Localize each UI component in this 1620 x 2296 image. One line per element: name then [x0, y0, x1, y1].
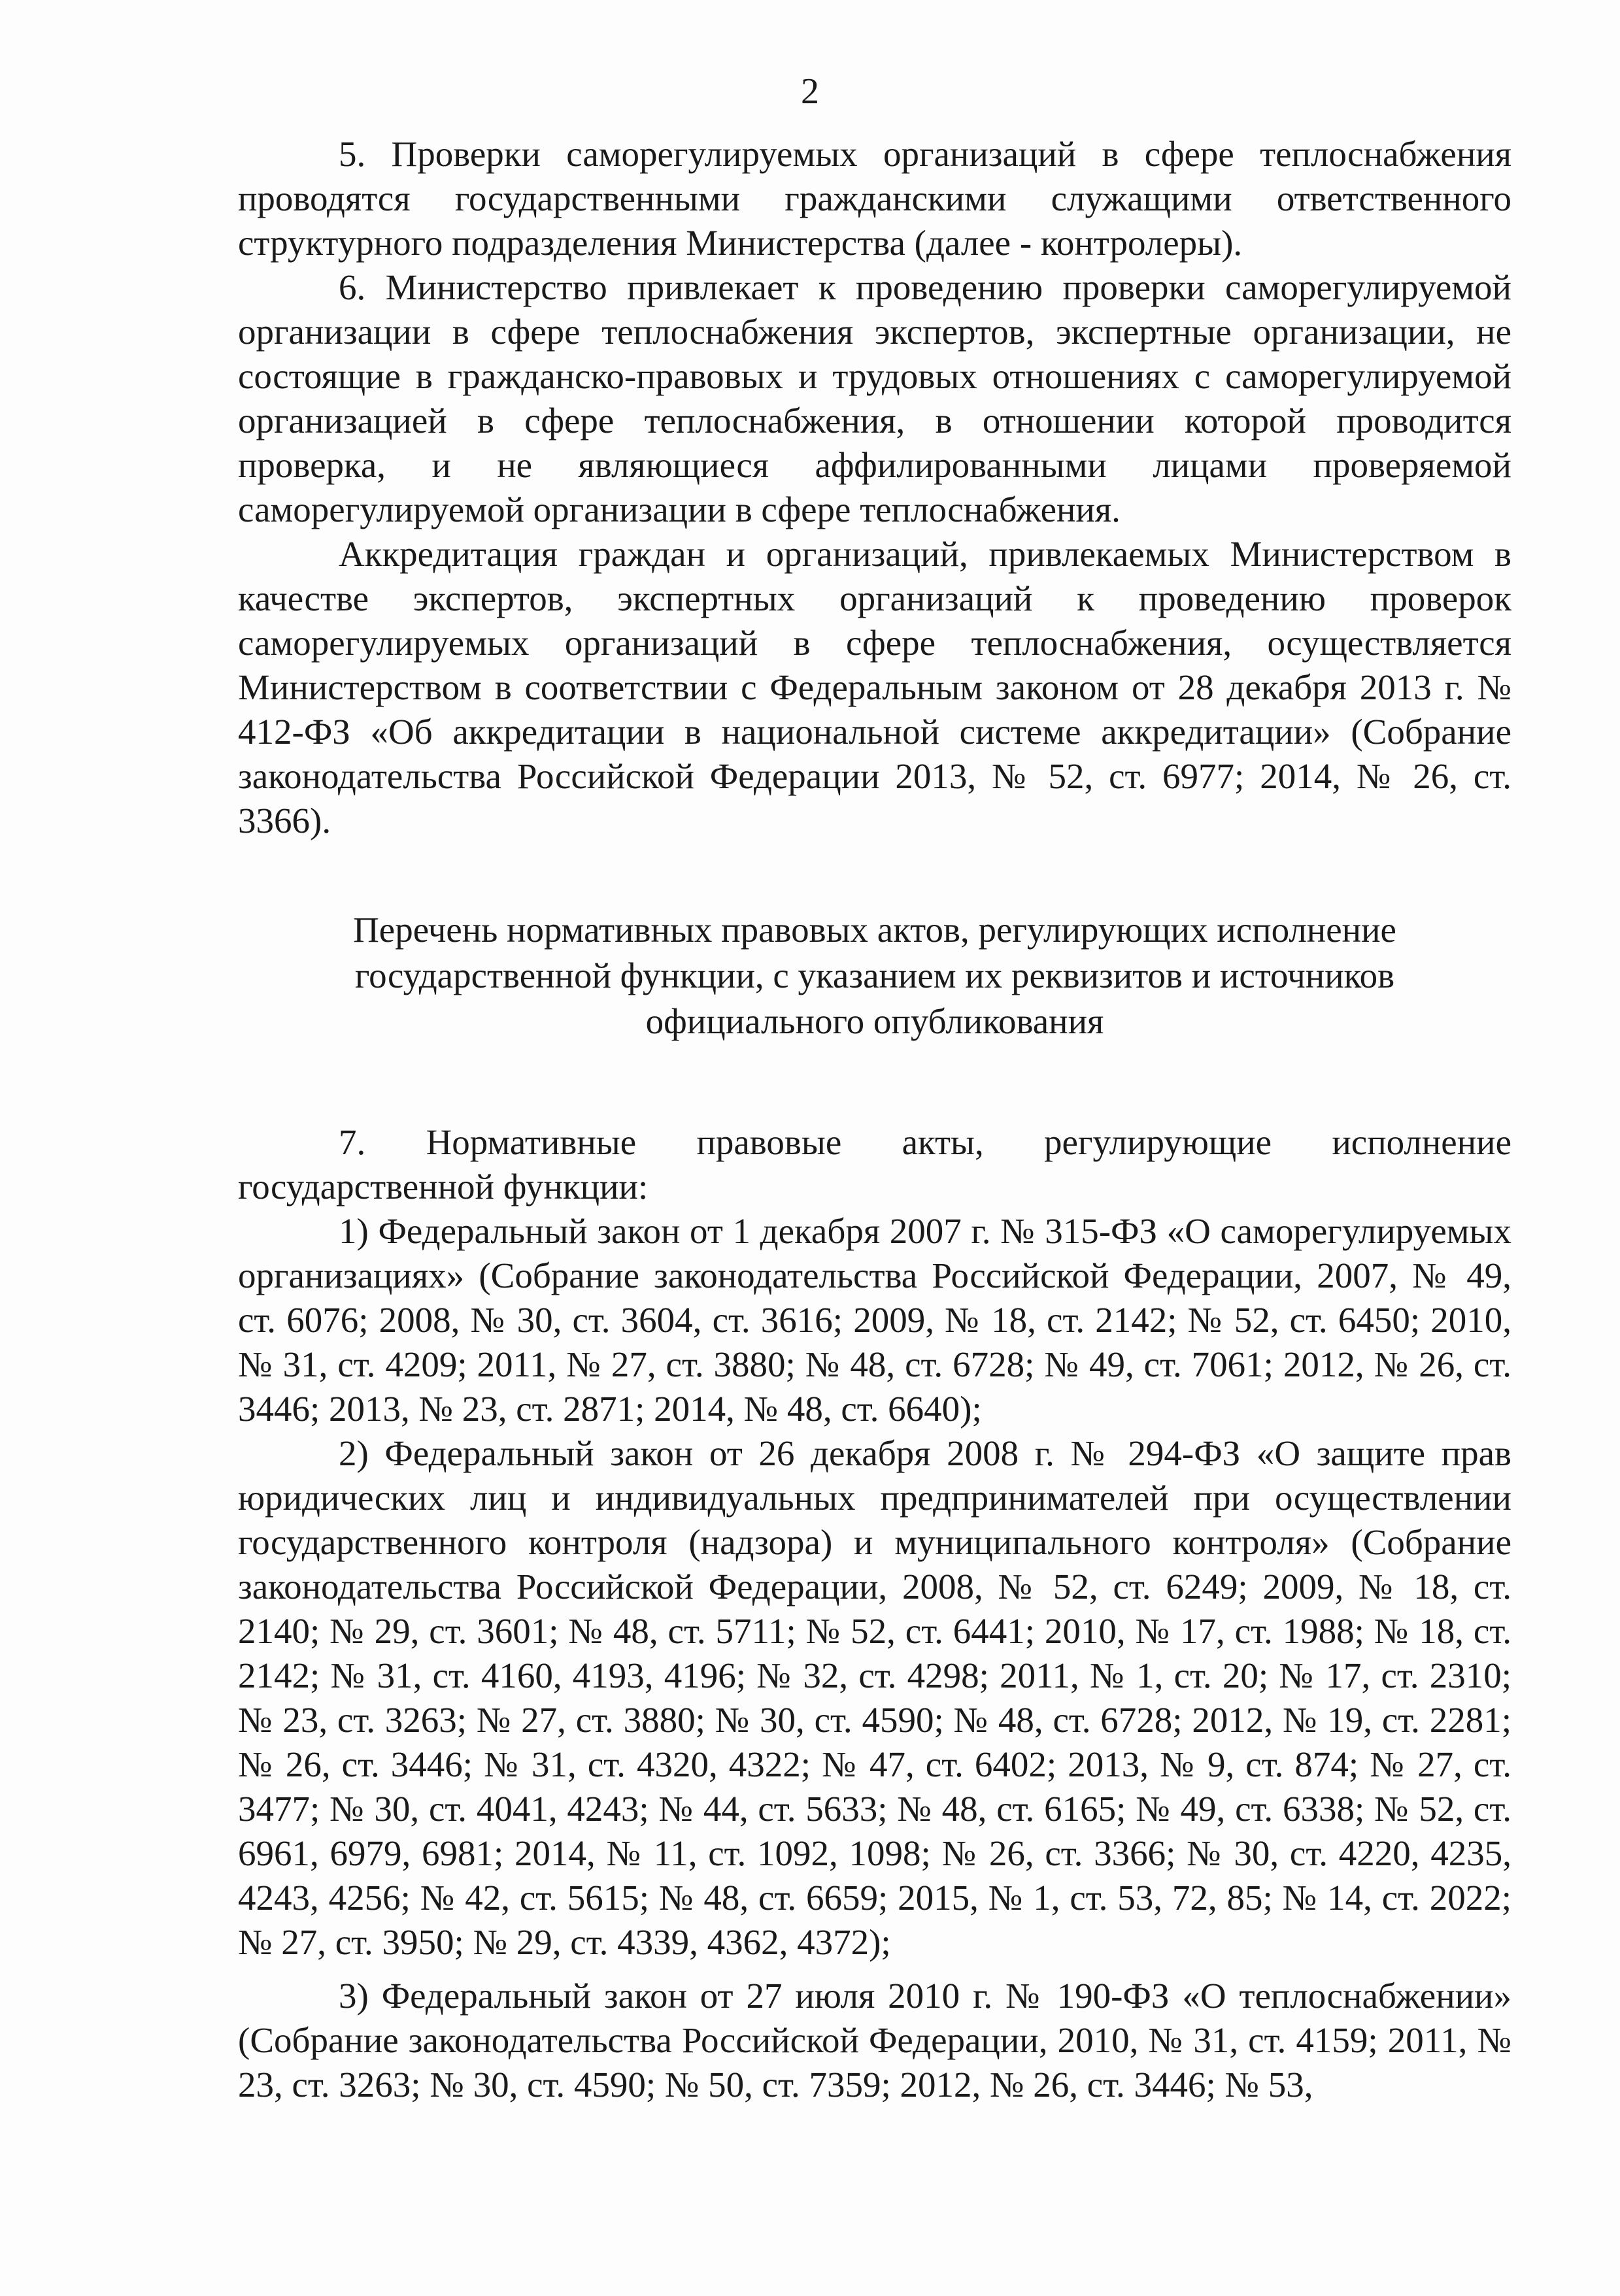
section-heading	[238, 907, 1511, 1044]
document-body	[238, 132, 1511, 2107]
section-heading-line-1: Перечень нормативных правовых актов, регулирующих исполнение	[353, 910, 1396, 950]
list-item-2: 2) Федеральный закон от 26 декабря 2008 г. № 294-ФЗ «О защите прав юридических лиц и индивидуальных предпринимателей при осуществлении государственного контроля (надзора) и муниципального контроля» (Собрание законодательства Российской Федерации, 2008, № 52, ст. 6249; 2009, № 18, ст. 2140; № 29, ст. 3601; № 48, ст. 5711; № 52, ст. 6441; 2010, № 17, ст. 1988; № 18, ст. 2142; № 31, ст. 4160, 4193, 4196; № 32, ст. 4298; 2011, № 1, ст. 20; № 17, ст. 2310; № 23, ст. 3263; № 27, ст. 3880; № 30, ст. 4590; № 48, ст. 6728; 2012, № 19, ст. 2281; № 26, ст. 3446; № 31, ст. 4320, 4322; № 47, ст. 6402; 2013, № 9, ст. 874; № 27, ст. 3477; № 30, ст. 4041, 4243; № 44, ст. 5633; № 48, ст. 6165; № 49, ст. 6338; № 52, ст. 6961, 6979, 6981; 2014, № 11, ст. 1092, 1098; № 26, ст. 3366; № 30, ст. 4220, 4235, 4243, 4256; № 42, ст. 5615; № 48, ст. 6659; 2015, № 1, ст. 53, 72, 85; № 14, ст. 2022; № 27, ст. 3950; № 29, ст. 4339, 4362, 4372);	[238, 1433, 1511, 1962]
paragraph-6-accreditation: Аккредитация граждан и организаций, привлекаемых Министерством в качестве экспертов, экспертных организаций к проведению проверок саморегулируемых организаций в сфере теплоснабжения, осуществляется Министерством в соответствии с Федеральным законом от 28 декабря 2013 г. № 412-ФЗ «Об аккредитации в национальной системе аккредитации» (Собрание законодательства Российской Федерации 2013, № 52, ст. 6977; 2014, № 26, ст. 3366).	[238, 534, 1511, 840]
list-item-3: 3) Федеральный закон от 27 июля 2010 г. № 190-ФЗ «О теплоснабжении» (Собрание законодательства Российской Федерации, 2010, № 31, ст. 4159; 2011, № 23, ст. 3263; № 30, ст. 4590; № 50, ст. 7359; 2012, № 26, ст. 3446; № 53,	[238, 1976, 1511, 2105]
paragraph-6: 6. Министерство привлекает к проведению проверки саморегулируемой организации в сфере теплоснабжения экспертов, экспертные организации, не состоящие в гражданско-правовых и трудовых отношениях с саморегулируемой организацией в сфере теплоснабжения, в отношении которой проводится проверка, и не являющиеся аффилированными лицами проверяемой саморегулируемой организации в сфере теплоснабжения.	[238, 267, 1511, 529]
paragraph-7: 7. Нормативные правовые акты, регулирующие исполнение государственной функции:	[238, 1122, 1511, 1206]
section-heading-line-2: государственной функции, с указанием их реквизитов и источников	[354, 956, 1395, 995]
paragraph-5: 5. Проверки саморегулируемых организаций в сфере теплоснабжения проводятся государственными гражданскими служащими ответственного структурного подразделения Министерства (далее - контролеры).	[238, 134, 1511, 263]
list-item-1: 1) Федеральный закон от 1 декабря 2007 г. № 315-ФЗ «О саморегулируемых организациях» (Собрание законодательства Российской Федерации, 2007, № 49, ст. 6076; 2008, № 30, ст. 3604, ст. 3616; 2009, № 18, ст. 2142; № 52, ст. 6450; 2010, № 31, ст. 4209; 2011, № 27, ст. 3880; № 48, ст. 6728; № 49, ст. 7061; 2012, № 26, ст. 3446; 2013, № 23, ст. 2871; 2014, № 48, ст. 6640);	[238, 1211, 1511, 1429]
section-heading-line-3: официального опубликования	[645, 1001, 1104, 1041]
page-number: 2	[801, 71, 819, 112]
